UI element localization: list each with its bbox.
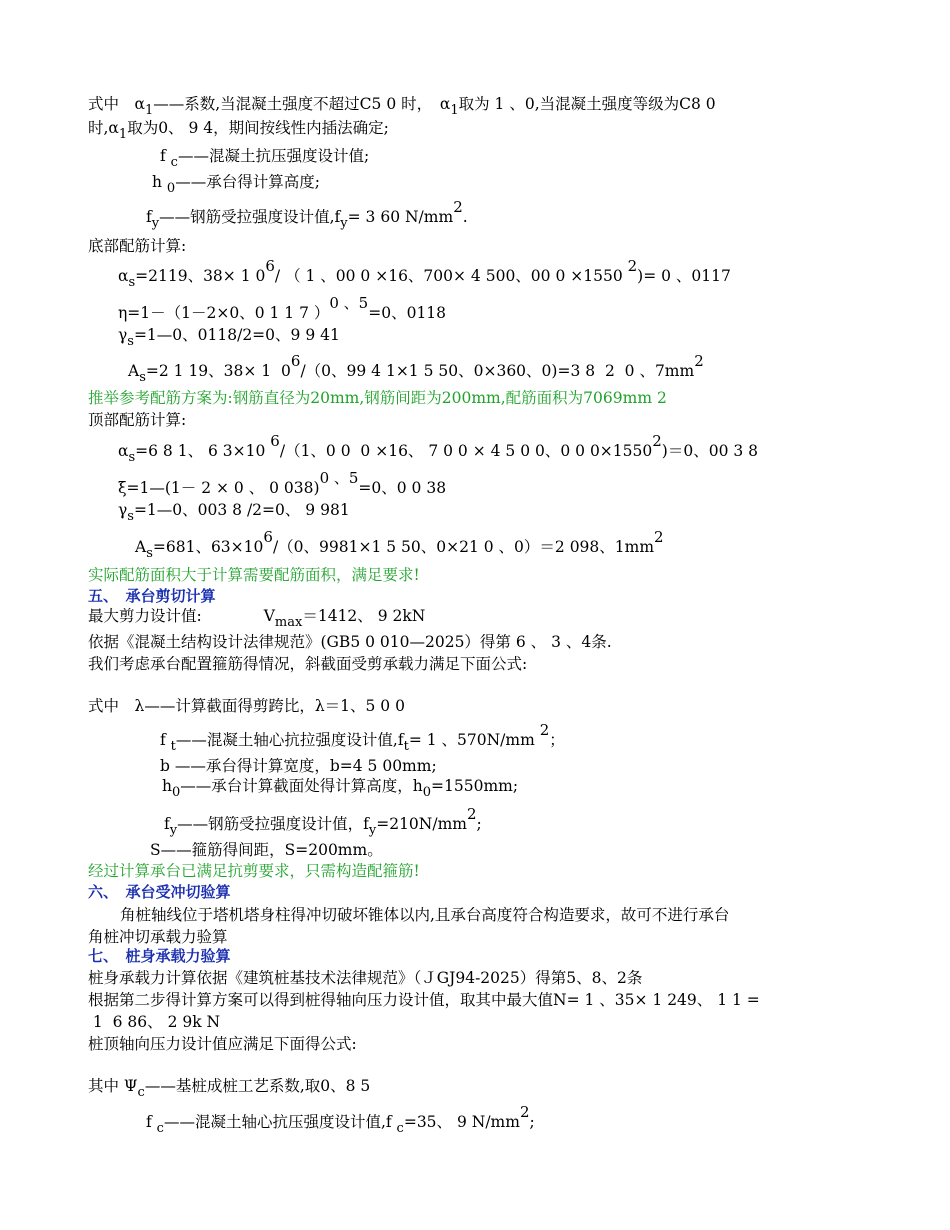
text-run: f (164, 815, 170, 833)
subscript: c (170, 155, 178, 170)
text-run: 我们考虑承台配置箍筋得情况，斜截面受剪承载力满足下面公式: (88, 655, 528, 673)
section-heading (88, 946, 231, 966)
text-line (88, 990, 760, 1010)
superscript: 2 (694, 352, 704, 370)
text-run: 角桩轴线位于塔机塔身柱得冲切破坏锥体以内,且承台高度符合构造要求，故可不进行承台 (120, 906, 730, 924)
text-run: 根据第二步得计算方案可以得到桩得轴向压力设计值，取其中最大值N= 1 、35× 1 249、 1 1 = (88, 991, 760, 1009)
text-run: 推举参考配筋方案为:钢筋直径为20mm,钢筋间距为200mm,配筋面积为7069mm 2 (88, 389, 667, 407)
superscript: 2 (654, 528, 664, 546)
text-run: 底部配筋计算: (88, 237, 187, 255)
text-line (88, 236, 186, 256)
text-run: =681、63×10 (152, 538, 264, 556)
text-line (88, 968, 642, 988)
superscript: 6 (263, 528, 273, 546)
text-run: 最大剪力设计值: V (88, 607, 275, 625)
text-run: ——钢筋受拉强度设计值，f (177, 815, 369, 833)
subscript: s (128, 275, 136, 290)
text-line (146, 1103, 535, 1136)
subscript: 0 (171, 785, 181, 800)
text-run: 依据《混凝土结构设计法律规范》(GB5 0 010—2025）得第 6 、 3 、4条. (88, 633, 612, 651)
subscript: 0 (422, 785, 432, 800)
text-run: =2 1 19、38× 1 0 (145, 362, 291, 380)
text-run: . (462, 208, 468, 226)
subscript: s (146, 546, 153, 561)
superscript: 6 (270, 432, 280, 450)
subscript: c (396, 1121, 404, 1136)
text-line (146, 198, 468, 231)
text-run: A (135, 538, 147, 556)
text-run: 桩身承载力计算依据《建筑桩基技术法律规范》（ＪGJ94-2025）得第5、8、2条 (88, 969, 643, 987)
text-run: ——基桩成桩工艺系数,取0、8 5 (144, 1077, 371, 1095)
text-line (88, 1012, 220, 1032)
text-run: h (162, 777, 172, 795)
superscript: 6 (265, 257, 275, 275)
result-note (88, 388, 667, 408)
text-run: =1—0、0118/2=0、9 9 41 (133, 326, 340, 344)
text-run: ——混凝土轴心抗拉强度设计值,f (175, 731, 404, 749)
superscript: 2 (453, 198, 463, 216)
text-run: α (118, 442, 129, 460)
text-line (88, 118, 389, 140)
subscript: s (128, 450, 136, 465)
text-run: 式中 λ——计算截面得剪跨比，λ＝1、5 0 0 (88, 697, 405, 715)
text-line (118, 469, 447, 498)
text-run: f (146, 208, 152, 226)
text-run: =0、0 0 38 (358, 479, 447, 497)
superscript: 2 (519, 1103, 530, 1121)
text-run: h (152, 173, 167, 191)
text-run: ——承台计算截面处得计算高度，h (180, 777, 423, 795)
text-run: =210N/mm (376, 815, 467, 833)
text-run: f (146, 1113, 157, 1131)
text-run: S——箍筋得间距，S=200mm。 (150, 841, 383, 859)
result-note (88, 861, 420, 881)
subscript: s (127, 334, 134, 349)
text-run: /（0、9981×1 5 50、0×21 0 、0）＝2 098、1mm (272, 538, 655, 556)
text-run: 顶部配筋计算: (88, 411, 187, 429)
text-line (160, 721, 565, 754)
text-line (88, 94, 716, 116)
text-run: 五、 承台剪切计算 (88, 587, 216, 605)
subscript: c (156, 1121, 164, 1136)
text-run: =0、0118 (368, 304, 447, 322)
text-line (160, 146, 369, 168)
text-line (118, 500, 350, 522)
superscript: 2 (652, 432, 662, 450)
text-run: 其中 Ψ (88, 1077, 138, 1095)
text-run: = 1 、570N/mm (408, 731, 540, 749)
text-run: /（1、0 0 0 ×16、 7 0 0 × 4 5 0 0、0 0 0×1550 (279, 442, 653, 460)
text-line (88, 927, 228, 947)
subscript: y (151, 216, 160, 231)
text-run: b ——承台得计算宽度，b=4 5 00mm; (160, 757, 437, 775)
superscript: 0 、5 (319, 469, 359, 487)
text-line (150, 840, 383, 860)
text-run: /（0、99 4 1×1 5 50、0×360、0)=3 8 2 0 、7mm (300, 362, 695, 380)
text-run: ; (476, 815, 482, 833)
superscript: 2 (539, 721, 550, 739)
subscript: max (274, 615, 303, 630)
text-run: γ (118, 501, 128, 519)
subscript: c (137, 1085, 145, 1100)
text-line (118, 432, 759, 465)
superscript: 0 、5 (329, 294, 369, 312)
text-line (88, 410, 186, 430)
text-line (88, 1076, 370, 1098)
text-line (164, 805, 482, 838)
superscript: 2 (627, 257, 638, 275)
result-note (88, 565, 420, 585)
text-run: )= 0 、0117 (637, 267, 731, 285)
text-run: = 3 60 N/mm (347, 208, 454, 226)
subscript: y (169, 823, 178, 838)
section-heading (88, 882, 231, 902)
text-run: α (118, 267, 129, 285)
text-line (120, 905, 729, 925)
text-run: )＝0、00 3 8 (661, 442, 759, 460)
subscript: s (139, 370, 146, 385)
text-run: ——钢筋受拉强度设计值,f (159, 208, 341, 226)
text-run: 式中 α (88, 95, 145, 113)
text-run: f (160, 147, 171, 165)
text-line (135, 528, 664, 561)
text-run: ——混凝土抗压强度设计值; (177, 147, 370, 165)
subscript: 0 (166, 181, 176, 196)
subscript: y (368, 823, 377, 838)
text-run: ; (529, 1113, 535, 1131)
text-run: =1—0、003 8 /2=0、 9 981 (133, 501, 350, 519)
text-run: =1550mm; (431, 777, 519, 795)
text-line (118, 325, 340, 347)
section-heading (88, 586, 216, 606)
text-run: 时,α (88, 119, 119, 137)
subscript: t (170, 739, 176, 754)
text-run: ξ=1—(1－ 2 × 0 、 0 038) (118, 479, 320, 497)
text-run: 七、 桩身承载力验算 (88, 947, 231, 965)
text-run: =6 8 1、 6 3×10 (135, 442, 271, 460)
text-run: =2119、38× 1 0 (135, 267, 266, 285)
text-run: 取为0、 9 4，期间按线性内插法确定; (127, 119, 389, 137)
text-line (160, 756, 437, 776)
text-run: / （ 1 、00 0 ×16、700× 4 500、00 0 ×1550 (274, 267, 628, 285)
text-run: 角桩冲切承载力验算 (88, 928, 228, 946)
text-run: ； (549, 731, 565, 749)
text-line (118, 294, 447, 323)
text-run: ＝1412、 9 2kN (302, 607, 426, 625)
subscript: 1 (118, 127, 128, 142)
text-line (162, 776, 518, 798)
text-line (88, 1034, 357, 1054)
text-run: η=1－（1－2×0、0 1 1 7 ） (118, 304, 330, 322)
text-line (152, 172, 320, 194)
text-run: 实际配筋面积大于计算需要配筋面积，满足要求! (88, 566, 420, 584)
text-run: ——承台得计算高度; (175, 173, 320, 191)
text-run: 取为 1 、0,当混凝土强度等级为C8 0 (458, 95, 716, 113)
text-run: 桩顶轴向压力设计值应满足下面得公式: (88, 1035, 357, 1053)
text-line (88, 654, 527, 674)
text-line (88, 696, 405, 716)
superscript: 6 (290, 352, 301, 370)
text-line (118, 257, 731, 290)
text-run: ——系数,当混凝土强度不超过C5 0 时， α (153, 95, 451, 113)
text-run: A (128, 362, 140, 380)
text-line (88, 606, 425, 628)
text-line (128, 352, 704, 385)
subscript: 1 (450, 103, 459, 118)
text-run: =35、 9 N/mm (403, 1113, 520, 1131)
text-run: γ (118, 326, 128, 344)
text-run: 1 6 86、 2 9k N (88, 1013, 221, 1031)
text-run: ——混凝土轴心抗压强度设计值,f (163, 1113, 397, 1131)
subscript: 1 (144, 103, 154, 118)
text-run: 六、 承台受冲切验算 (88, 883, 231, 901)
text-line (88, 632, 612, 652)
subscript: y (340, 216, 348, 231)
subscript: s (127, 509, 134, 524)
subscript: t (403, 739, 409, 754)
text-run: 经过计算承台已满足抗剪要求，只需构造配箍筋! (88, 862, 420, 880)
superscript: 2 (466, 805, 477, 823)
text-run: f (160, 731, 171, 749)
